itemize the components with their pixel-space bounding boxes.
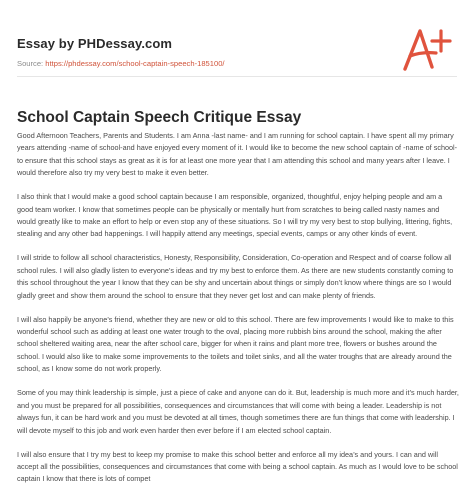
paragraph: I will also ensure that I try my best to keep my promise to make this school better and enforce all my idea’s and yours. I can and will accept all the possibilities, consequences and circumstances that come with being a school captain. As much as I would love to be school captain I know that there is lots of compet: [17, 449, 458, 484]
essay-title: School Captain Speech Critique Essay: [17, 109, 302, 127]
paragraph: I will stride to follow all school characteristics, Honesty, Responsibility, Consideration, Co-operation and Respect and of coarse follow all school rules. I will also gladly listen to everyone’s ideas and try my best to enforce them. As there are new students constantly coming to this school throughout the year I know that they can be shy and uncertain about things or simply don’t know where things are so I would gladly greet and show them around the school to ensure that they never get lost and can make plenty of friends.: [17, 253, 454, 300]
site-brand[interactable]: Essay by PHDessay.com: [17, 36, 173, 51]
essay-body: [17, 130, 460, 497]
source-link[interactable]: https://phdessay.com/school-captain-speech-185100/: [45, 59, 225, 68]
paragraph: I also think that I would make a good school captain because I am responsible, organized, thoughtful, enjoy helping people and am a good team worker. I know that sometimes people can be physically or mentally hurt from scratches to being called nasty names and would greatly like to make an effort to help or even stop any of these situations. So I will try my very best to stop bullying, littering, fights, stealing and any other bad happenings. I will happily attend any meetings, special events, camps or any other kinds of event.: [17, 192, 453, 239]
source-label: Source:: [17, 59, 46, 68]
header-divider: [17, 76, 457, 77]
a-plus-logo-icon: [399, 22, 455, 78]
source-line: [17, 59, 225, 68]
paragraph: Some of you may think leadership is simple, just a piece of cake and anyone can do it. But, leadership is much more and it’s much harder, and you must be prepared for all possibilities, consequences and circumstances that will come with being a leader. Leadership is not always fun, it can be hard work and you must be devoted at all times, though sometimes there are fun things that come with leadership. I will devote myself to this job and work even harder then ever before if I am elected school captain.: [17, 388, 459, 435]
paragraph: I will also happily be anyone’s friend, whether they are new or old to this school. There are few improvements I would like to make to this wonderful school such as adding at least one water trough to the oval, placing more rubbish bins around the school, making the after school sheltered waiting area, near the after school care, bigger for when it rains and plant more tree, flowers or bushes around the school. I would also like to make some improvements to the toilets and toilet sinks, and all the water troughs that are already around the school, as I know some do not work properly.: [17, 314, 454, 374]
paragraph: Good Afternoon Teachers, Parents and Students. I am Anna -last name- and I am running for school captain. I have spent all my primary years attending -name of school-and have enjoyed every moment of it. I would like to become the new school captain of -name of school-to ensure that this school stays as great as it is for at least one more year that I am attending this school and many years after I leave. I would therefore also try my very best to make it even better.: [17, 131, 458, 178]
